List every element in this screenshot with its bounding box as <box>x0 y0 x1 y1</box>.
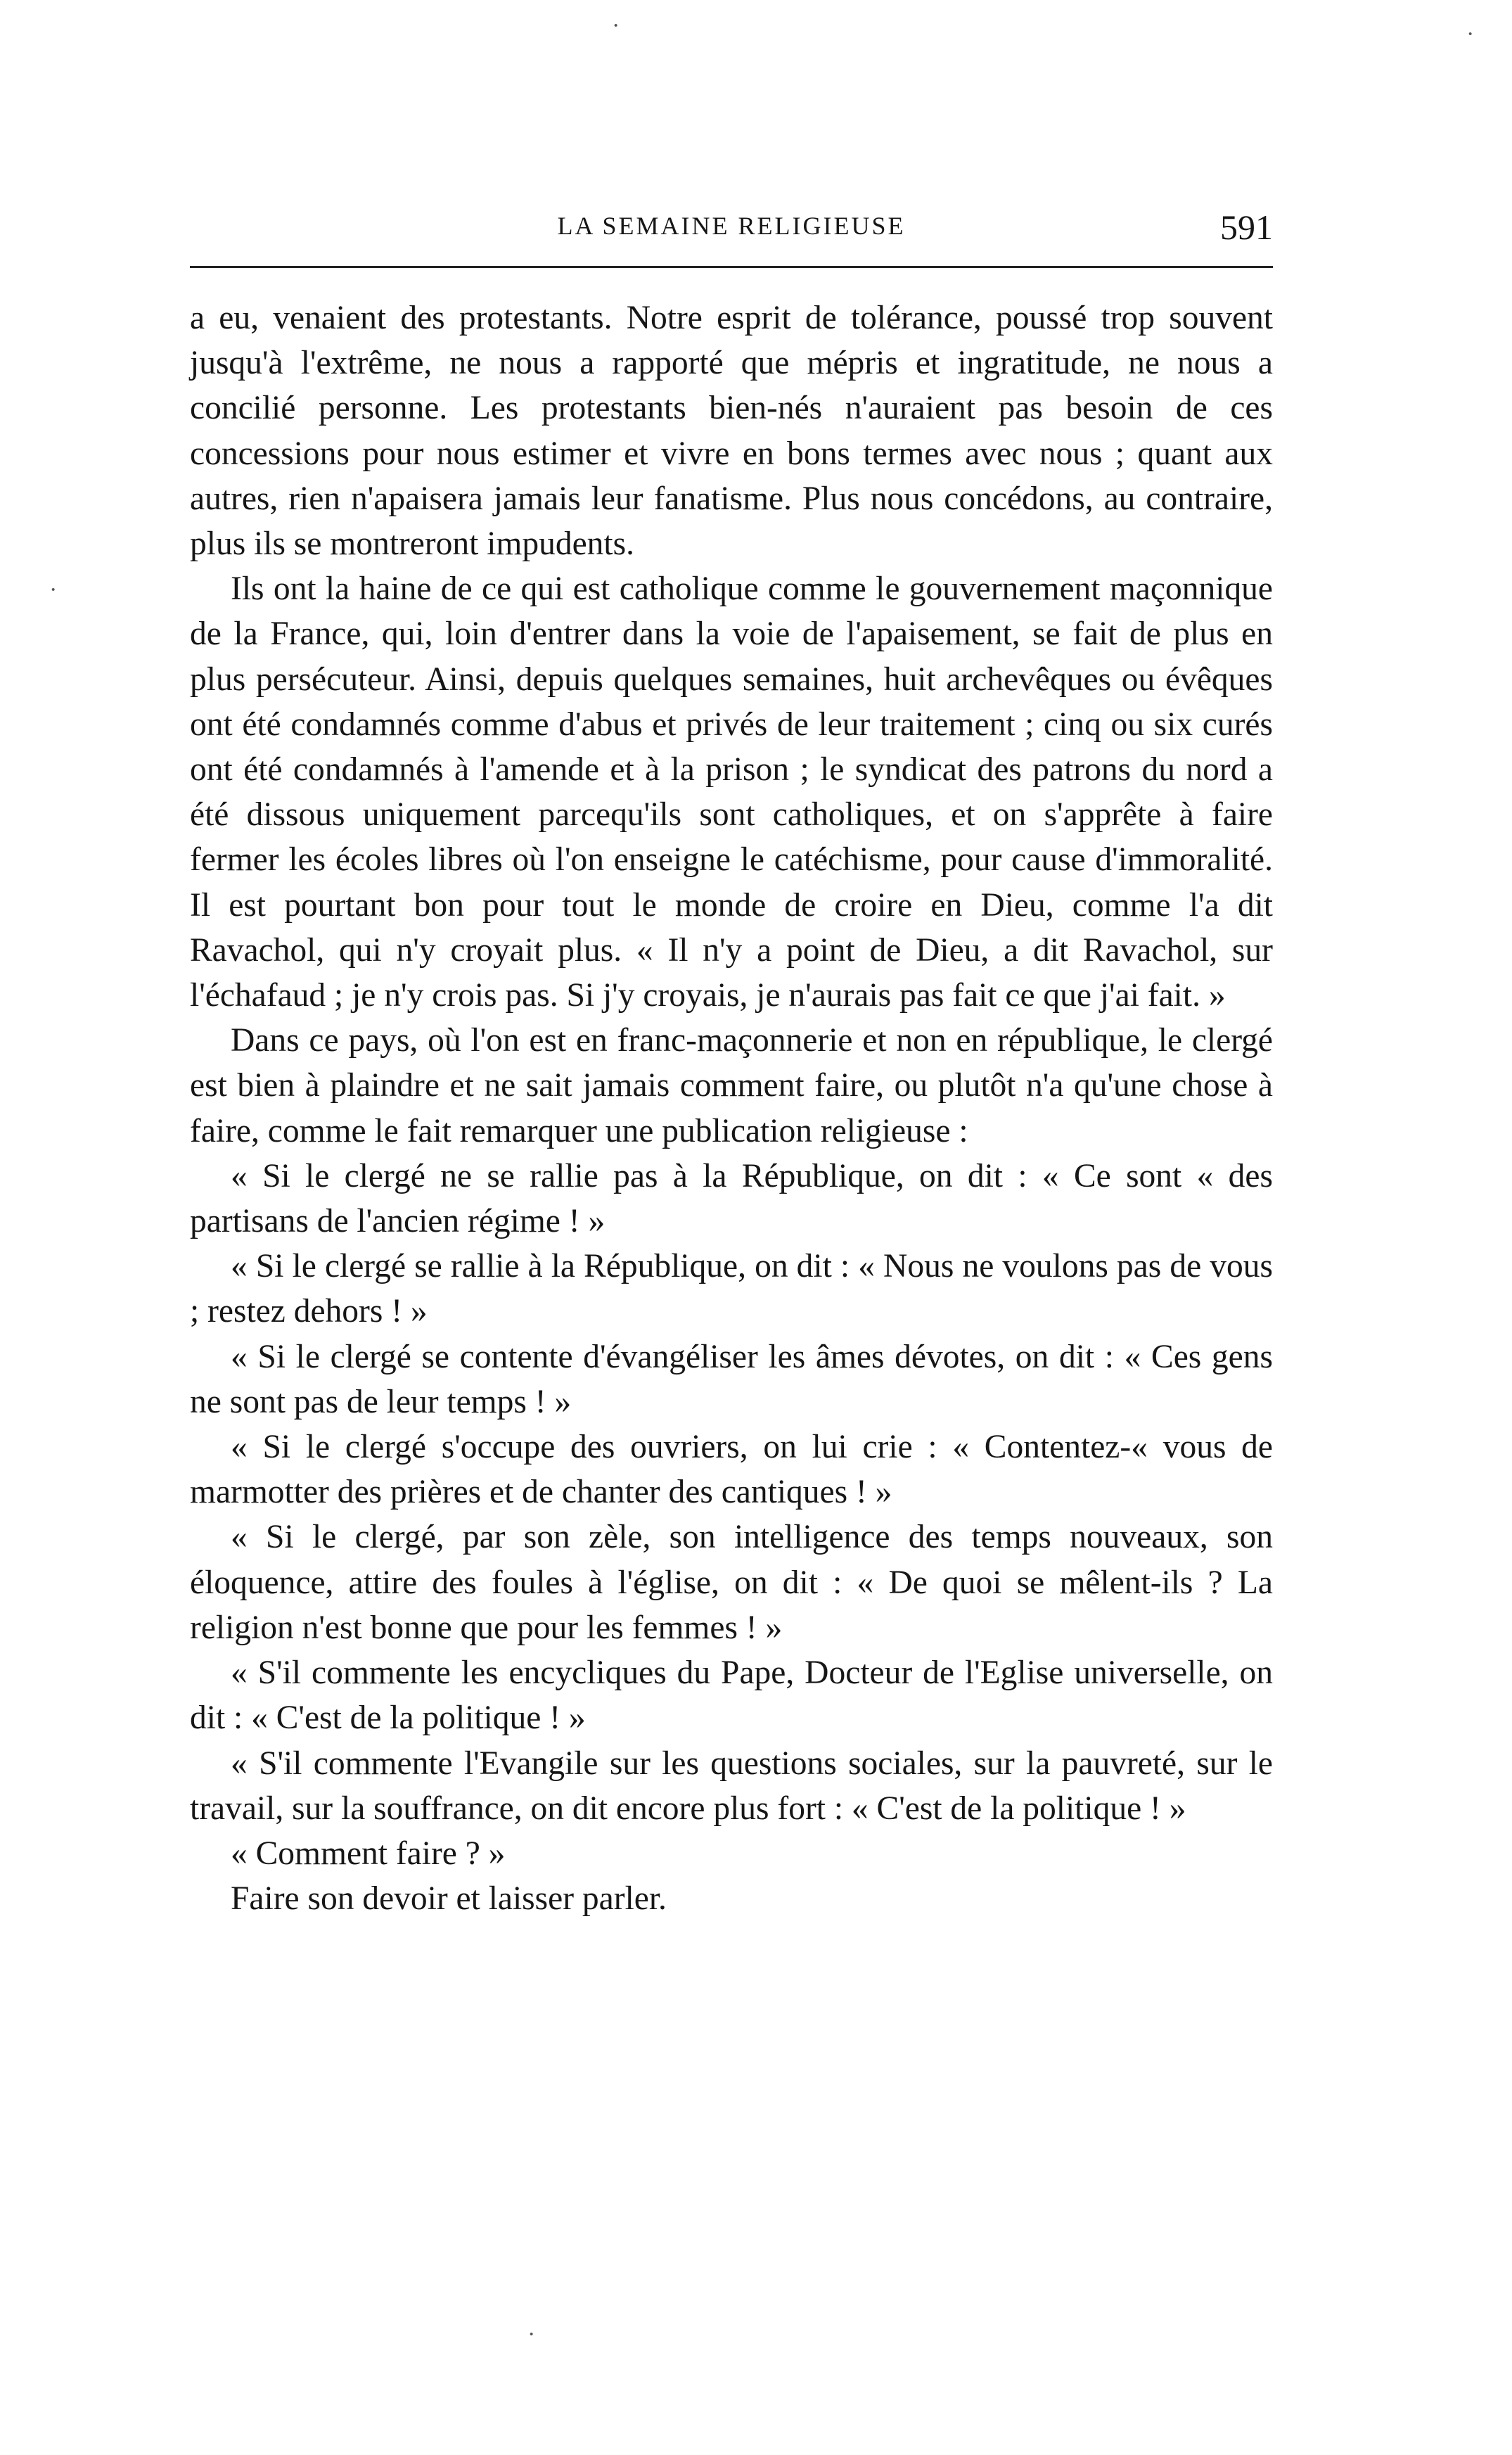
paragraph-clergy: Dans ce pays, où l'on est en franc-maçonnerie et non en république, le clergé est bien à plaindre et ne sait jamais comment faire, ou plutôt n'a qu'une chose à faire, comme le fait remarquer une publication religieuse : <box>190 1022 1273 1149</box>
scan-speck: · <box>612 13 620 39</box>
quote-line: « S'il commente les encycliques du Pape, Docteur de l'Eglise universelle, on dit : « C'est de la politique ! » <box>190 1654 1273 1737</box>
quote-line: « Si le clergé s'occupe des ouvriers, on lui crie : « Contentez-« vous de marmotter des prières et de chanter des cantiques ! » <box>190 1429 1273 1511</box>
quote-line: « Comment faire ? » <box>231 1835 506 1872</box>
paragraph-persecution: Ils ont la haine de ce qui est catholique comme le gouvernement maçonnique de la France, qui, loin d'entrer dans la voie de l'apaisement, se fait de plus en plus persécuteur. Ainsi, depuis quelques semaines, huit archevêques ou évêques ont été condamnés comme d'abus et privés de leur traitement ; cinq ou six curés ont été condamnés à l'amende et à la prison ; le syndicat des patrons du nord a été dissous uniquement parcequ'ils sont catholiques, et on s'apprête à faire fermer les écoles libres où l'on enseigne le catéchisme, pour cause d'immoralité. Il est pourtant bon pour tout le monde de croire en Dieu, comme l'a dit Ravachol, qui n'y croyait plus. « Il n'y a point de Dieu, a dit Ravachol, sur l'échafaud ; je n'y crois pas. Si j'y croyais, je n'aurais pas fait ce que j'ai fait. » <box>190 570 1273 1014</box>
scan-speck: · <box>527 2321 536 2347</box>
page-number: 591 <box>1220 208 1273 247</box>
quote-line: « Si le clergé ne se rallie pas à la République, on dit : « Ce sont « des partisans de l'ancien régime ! » <box>190 1157 1273 1240</box>
closing-line: Faire son devoir et laisser parler. <box>231 1880 667 1918</box>
paragraph-continuation: a eu, venaient des protestants. Notre esprit de tolérance, poussé trop souvent jusqu'à l'extrême, ne nous a rapporté que mépris et ingratitude, ne nous a concilié personne. Les protestants bien-nés n'auraient pas besoin de ces concessions pour nous estimer et vivre en bons termes avec nous ; quant aux autres, rien n'apaisera jamais leur fanatisme. Plus nous concédons, au contraire, plus ils se montreront impudents. <box>190 300 1273 563</box>
running-title: LA SEMAINE RELIGIEUSE <box>557 212 906 240</box>
quote-line: « Si le clergé, par son zèle, son intelligence des temps nouveaux, son éloquence, attire des foules à l'église, on dit : « De quoi se mêlent-ils ? La religion n'est bonne que pour les femmes ! » <box>190 1519 1273 1646</box>
quote-line: « S'il commente l'Evangile sur les questions sociales, sur la pauvreté, sur le travail, sur la souffrance, on dit encore plus fort : « C'est de la politique ! » <box>190 1745 1273 1827</box>
scan-speck: · <box>49 577 58 603</box>
quote-line: « Si le clergé se rallie à la République, on dit : « Nous ne voulons pas de vous ; restez dehors ! » <box>190 1248 1273 1330</box>
quote-line: « Si le clergé se contente d'évangéliser les âmes dévotes, on dit : « Ces gens ne sont pas de leur temps ! » <box>190 1338 1273 1420</box>
header-rule <box>190 266 1273 268</box>
body-text <box>190 295 1273 1921</box>
running-head <box>190 208 1273 253</box>
scan-speck: · <box>1466 21 1475 47</box>
